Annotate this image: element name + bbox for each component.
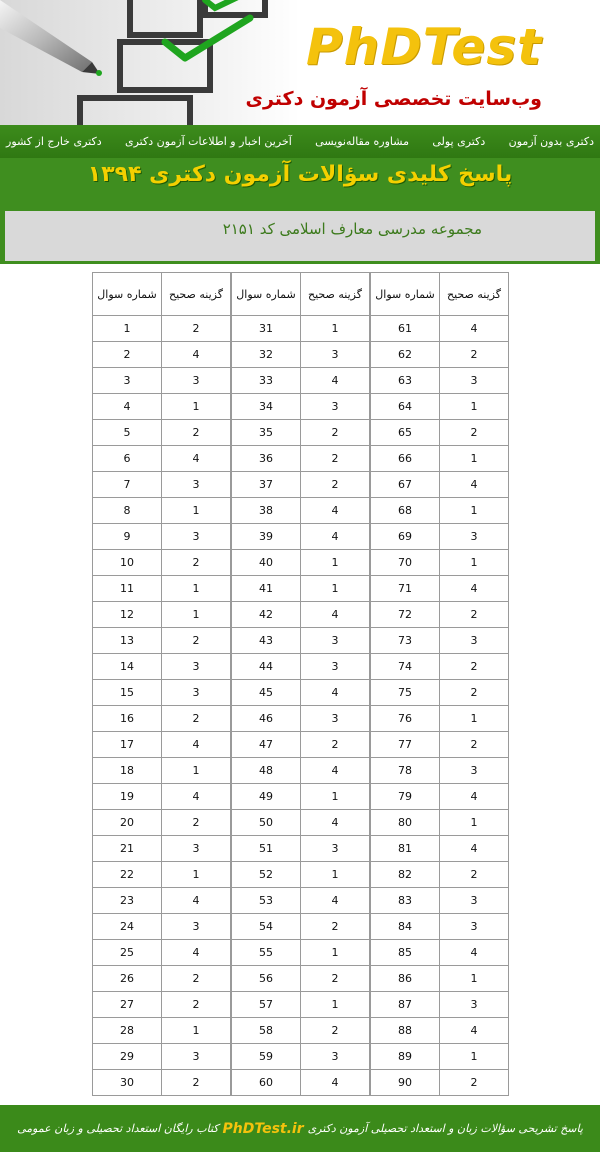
page-subtitle: مجموعه مدرسی معارف اسلامی کد ۲۱۵۱: [222, 220, 482, 238]
question-number-cell: 72: [371, 602, 440, 628]
site-logo[interactable]: PhDTest: [306, 18, 542, 76]
question-number-cell: 42: [232, 602, 301, 628]
question-number-cell: 29: [93, 1044, 162, 1070]
answer-table: [231, 272, 370, 1096]
question-number-cell: 7: [93, 472, 162, 498]
correct-option-cell: 3: [301, 628, 370, 654]
table-row: [371, 498, 509, 524]
correct-option-cell: 3: [440, 888, 509, 914]
table-row: [93, 368, 231, 394]
page-title: پاسخ کلیدی سؤالات آزمون دکتری ۱۳۹۴: [87, 162, 513, 187]
question-number-cell: 67: [371, 472, 440, 498]
table-row: [232, 654, 370, 680]
answer-table: [370, 272, 509, 1096]
column-header-answer: گزینه صحیح: [440, 273, 509, 316]
correct-option-cell: 1: [301, 550, 370, 576]
question-number-cell: 65: [371, 420, 440, 446]
table-row: [232, 810, 370, 836]
correct-option-cell: 2: [162, 706, 231, 732]
table-row: [371, 628, 509, 654]
question-number-cell: 53: [232, 888, 301, 914]
table-row: [232, 888, 370, 914]
question-number-cell: 8: [93, 498, 162, 524]
correct-option-cell: 1: [162, 394, 231, 420]
question-number-cell: 27: [93, 992, 162, 1018]
question-number-cell: 25: [93, 940, 162, 966]
table-row: [232, 342, 370, 368]
question-number-cell: 15: [93, 680, 162, 706]
question-number-cell: 39: [232, 524, 301, 550]
question-number-cell: 63: [371, 368, 440, 394]
question-number-cell: 26: [93, 966, 162, 992]
correct-option-cell: 4: [301, 602, 370, 628]
question-number-cell: 89: [371, 1044, 440, 1070]
correct-option-cell: 3: [440, 758, 509, 784]
table-row: [232, 1044, 370, 1070]
correct-option-cell: 1: [440, 550, 509, 576]
question-number-cell: 10: [93, 550, 162, 576]
question-number-cell: 76: [371, 706, 440, 732]
correct-option-cell: 3: [162, 836, 231, 862]
question-number-cell: 13: [93, 628, 162, 654]
table-row: [93, 1044, 231, 1070]
question-number-cell: 36: [232, 446, 301, 472]
footer-brand[interactable]: PhDTest.ir: [222, 1120, 304, 1137]
correct-option-cell: 3: [301, 836, 370, 862]
table-row: [232, 836, 370, 862]
table-row: [93, 550, 231, 576]
table-row: [93, 810, 231, 836]
table-row: [232, 368, 370, 394]
table-row: [232, 914, 370, 940]
table-row: [93, 914, 231, 940]
question-number-cell: 31: [232, 316, 301, 342]
correct-option-cell: 1: [440, 394, 509, 420]
correct-option-cell: 4: [301, 888, 370, 914]
correct-option-cell: 1: [162, 576, 231, 602]
nav-item-latest-news[interactable]: آخرین اخبار و اطلاعات آزمون دکتری: [125, 135, 292, 148]
table-row: [232, 992, 370, 1018]
question-number-cell: 37: [232, 472, 301, 498]
correct-option-cell: 3: [162, 472, 231, 498]
column-header-question: شماره سوال: [93, 273, 162, 316]
table-row: [93, 498, 231, 524]
footer-text-after: کتاب رایگان استعداد تحصیلی و زبان عمومی: [17, 1122, 219, 1135]
table-row: [93, 524, 231, 550]
question-number-cell: 69: [371, 524, 440, 550]
correct-option-cell: 1: [440, 966, 509, 992]
correct-option-cell: 3: [162, 524, 231, 550]
correct-option-cell: 1: [162, 758, 231, 784]
question-number-cell: 51: [232, 836, 301, 862]
table-row: [93, 888, 231, 914]
correct-option-cell: 2: [440, 680, 509, 706]
correct-option-cell: 1: [301, 862, 370, 888]
table-row: [371, 966, 509, 992]
table-row: [93, 836, 231, 862]
correct-option-cell: 1: [162, 602, 231, 628]
correct-option-cell: 1: [162, 862, 231, 888]
correct-option-cell: 3: [301, 654, 370, 680]
question-number-cell: 60: [232, 1070, 301, 1096]
question-number-cell: 85: [371, 940, 440, 966]
question-number-cell: 78: [371, 758, 440, 784]
nav-item-phd-abroad[interactable]: دکتری خارج از کشور: [6, 135, 102, 148]
correct-option-cell: 4: [301, 368, 370, 394]
question-number-cell: 73: [371, 628, 440, 654]
table-row: [371, 524, 509, 550]
question-number-cell: 33: [232, 368, 301, 394]
correct-option-cell: 1: [440, 810, 509, 836]
question-number-cell: 58: [232, 1018, 301, 1044]
correct-option-cell: 3: [301, 394, 370, 420]
table-row: [232, 1018, 370, 1044]
question-number-cell: 2: [93, 342, 162, 368]
question-number-cell: 34: [232, 394, 301, 420]
table-row: [371, 446, 509, 472]
table-row: [371, 342, 509, 368]
question-number-cell: 4: [93, 394, 162, 420]
question-number-cell: 12: [93, 602, 162, 628]
table-row: [232, 1070, 370, 1096]
question-number-cell: 44: [232, 654, 301, 680]
question-number-cell: 77: [371, 732, 440, 758]
question-number-cell: 86: [371, 966, 440, 992]
question-number-cell: 61: [371, 316, 440, 342]
question-number-cell: 54: [232, 914, 301, 940]
table-row: [93, 706, 231, 732]
question-number-cell: 59: [232, 1044, 301, 1070]
question-number-cell: 84: [371, 914, 440, 940]
question-number-cell: 70: [371, 550, 440, 576]
correct-option-cell: 4: [440, 316, 509, 342]
correct-option-cell: 2: [162, 316, 231, 342]
correct-option-cell: 1: [301, 316, 370, 342]
correct-option-cell: 1: [440, 1044, 509, 1070]
correct-option-cell: 2: [162, 966, 231, 992]
table-row: [371, 1044, 509, 1070]
question-number-cell: 21: [93, 836, 162, 862]
correct-option-cell: 2: [162, 1070, 231, 1096]
table-row: [371, 394, 509, 420]
table-row: [93, 758, 231, 784]
table-row: [232, 550, 370, 576]
correct-option-cell: 4: [301, 758, 370, 784]
question-number-cell: 71: [371, 576, 440, 602]
correct-option-cell: 2: [301, 1018, 370, 1044]
question-number-cell: 62: [371, 342, 440, 368]
table-row: [232, 316, 370, 342]
correct-option-cell: 2: [440, 654, 509, 680]
table-row: [371, 1070, 509, 1096]
correct-option-cell: 4: [162, 784, 231, 810]
question-number-cell: 47: [232, 732, 301, 758]
question-number-cell: 14: [93, 654, 162, 680]
question-number-cell: 9: [93, 524, 162, 550]
question-number-cell: 38: [232, 498, 301, 524]
question-number-cell: 50: [232, 810, 301, 836]
table-row: [371, 862, 509, 888]
question-number-cell: 16: [93, 706, 162, 732]
table-row: [93, 992, 231, 1018]
table-row: [93, 940, 231, 966]
table-row: [371, 654, 509, 680]
correct-option-cell: 3: [162, 1044, 231, 1070]
question-number-cell: 17: [93, 732, 162, 758]
correct-option-cell: 4: [440, 940, 509, 966]
table-row: [371, 914, 509, 940]
correct-option-cell: 1: [301, 940, 370, 966]
table-row: [371, 472, 509, 498]
correct-option-cell: 4: [162, 342, 231, 368]
correct-option-cell: 4: [301, 810, 370, 836]
correct-option-cell: 2: [162, 810, 231, 836]
correct-option-cell: 2: [162, 420, 231, 446]
correct-option-cell: 2: [440, 420, 509, 446]
table-row: [93, 602, 231, 628]
table-row: [232, 940, 370, 966]
table-row: [371, 1018, 509, 1044]
table-row: [232, 446, 370, 472]
table-row: [371, 810, 509, 836]
correct-option-cell: 4: [301, 498, 370, 524]
table-row: [371, 758, 509, 784]
table-row: [93, 628, 231, 654]
correct-option-cell: 2: [301, 420, 370, 446]
table-row: [371, 940, 509, 966]
table-header-row: [93, 273, 231, 316]
question-number-cell: 87: [371, 992, 440, 1018]
question-number-cell: 23: [93, 888, 162, 914]
question-number-cell: 11: [93, 576, 162, 602]
footer-banner[interactable]: [0, 1105, 600, 1152]
table-row: [232, 420, 370, 446]
correct-option-cell: 3: [162, 654, 231, 680]
table-row: [93, 732, 231, 758]
site-tagline: وب‌سایت تخصصی آزمون دکتری: [245, 88, 542, 110]
correct-option-cell: 3: [162, 914, 231, 940]
correct-option-cell: 4: [162, 732, 231, 758]
correct-option-cell: 2: [440, 862, 509, 888]
question-number-cell: 81: [371, 836, 440, 862]
question-number-cell: 79: [371, 784, 440, 810]
question-number-cell: 88: [371, 1018, 440, 1044]
column-header-question: شماره سوال: [371, 273, 440, 316]
question-number-cell: 43: [232, 628, 301, 654]
table-row: [93, 420, 231, 446]
question-number-cell: 56: [232, 966, 301, 992]
question-number-cell: 82: [371, 862, 440, 888]
table-row: [371, 706, 509, 732]
table-header-row: [371, 273, 509, 316]
table-row: [371, 680, 509, 706]
table-row: [371, 576, 509, 602]
nav-item-phd-without-exam[interactable]: دکتری بدون آزمون: [508, 135, 594, 148]
table-row: [93, 316, 231, 342]
question-number-cell: 52: [232, 862, 301, 888]
table-row: [232, 862, 370, 888]
correct-option-cell: 4: [440, 784, 509, 810]
correct-option-cell: 3: [440, 992, 509, 1018]
nav-item-article-consulting[interactable]: مشاوره مقاله‌نویسی: [315, 135, 409, 148]
table-row: [232, 576, 370, 602]
correct-option-cell: 4: [162, 446, 231, 472]
correct-option-cell: 3: [162, 368, 231, 394]
correct-option-cell: 2: [440, 342, 509, 368]
answer-table: [92, 272, 231, 1096]
table-row: [232, 966, 370, 992]
correct-option-cell: 2: [301, 732, 370, 758]
correct-option-cell: 1: [440, 706, 509, 732]
table-row: [232, 706, 370, 732]
correct-option-cell: 2: [440, 602, 509, 628]
table-row: [93, 654, 231, 680]
table-row: [232, 680, 370, 706]
question-number-cell: 6: [93, 446, 162, 472]
question-number-cell: 90: [371, 1070, 440, 1096]
question-number-cell: 5: [93, 420, 162, 446]
correct-option-cell: 1: [301, 576, 370, 602]
question-number-cell: 48: [232, 758, 301, 784]
table-row: [371, 836, 509, 862]
correct-option-cell: 3: [440, 914, 509, 940]
question-number-cell: 75: [371, 680, 440, 706]
correct-option-cell: 4: [440, 472, 509, 498]
question-number-cell: 64: [371, 394, 440, 420]
correct-option-cell: 2: [162, 550, 231, 576]
question-number-cell: 55: [232, 940, 301, 966]
question-number-cell: 46: [232, 706, 301, 732]
question-number-cell: 57: [232, 992, 301, 1018]
table-row: [93, 784, 231, 810]
table-header-row: [232, 273, 370, 316]
question-number-cell: 1: [93, 316, 162, 342]
correct-option-cell: 1: [162, 498, 231, 524]
table-row: [232, 628, 370, 654]
question-number-cell: 22: [93, 862, 162, 888]
column-header-question: شماره سوال: [232, 273, 301, 316]
correct-option-cell: 2: [440, 1070, 509, 1096]
column-header-answer: گزینه صحیح: [301, 273, 370, 316]
table-row: [232, 524, 370, 550]
correct-option-cell: 4: [162, 888, 231, 914]
table-row: [93, 862, 231, 888]
table-row: [371, 888, 509, 914]
correct-option-cell: 2: [301, 472, 370, 498]
table-row: [371, 368, 509, 394]
question-number-cell: 35: [232, 420, 301, 446]
question-number-cell: 28: [93, 1018, 162, 1044]
correct-option-cell: 3: [440, 524, 509, 550]
correct-option-cell: 3: [162, 680, 231, 706]
correct-option-cell: 2: [301, 966, 370, 992]
question-number-cell: 40: [232, 550, 301, 576]
question-number-cell: 66: [371, 446, 440, 472]
correct-option-cell: 1: [440, 446, 509, 472]
question-number-cell: 83: [371, 888, 440, 914]
question-number-cell: 80: [371, 810, 440, 836]
question-number-cell: 74: [371, 654, 440, 680]
table-row: [371, 732, 509, 758]
correct-option-cell: 4: [440, 836, 509, 862]
question-number-cell: 19: [93, 784, 162, 810]
question-number-cell: 20: [93, 810, 162, 836]
correct-option-cell: 3: [301, 706, 370, 732]
table-row: [93, 680, 231, 706]
question-number-cell: 68: [371, 498, 440, 524]
table-row: [232, 732, 370, 758]
question-number-cell: 18: [93, 758, 162, 784]
correct-option-cell: 2: [301, 914, 370, 940]
table-row: [93, 446, 231, 472]
table-row: [371, 316, 509, 342]
main-nav: [0, 125, 600, 158]
question-number-cell: 24: [93, 914, 162, 940]
nav-item-paid-phd[interactable]: دکتری پولی: [432, 135, 486, 148]
table-row: [371, 784, 509, 810]
table-row: [371, 992, 509, 1018]
correct-option-cell: 3: [301, 342, 370, 368]
table-row: [93, 472, 231, 498]
correct-option-cell: 4: [162, 940, 231, 966]
correct-option-cell: 3: [440, 368, 509, 394]
question-number-cell: 32: [232, 342, 301, 368]
correct-option-cell: 4: [301, 1070, 370, 1096]
question-number-cell: 41: [232, 576, 301, 602]
column-header-answer: گزینه صحیح: [162, 273, 231, 316]
correct-option-cell: 3: [301, 1044, 370, 1070]
correct-option-cell: 2: [301, 446, 370, 472]
table-row: [93, 576, 231, 602]
table-row: [93, 1018, 231, 1044]
table-row: [93, 966, 231, 992]
table-row: [232, 758, 370, 784]
table-row: [93, 342, 231, 368]
table-row: [93, 394, 231, 420]
table-row: [371, 602, 509, 628]
table-row: [232, 602, 370, 628]
correct-option-cell: 1: [301, 992, 370, 1018]
correct-option-cell: 4: [440, 1018, 509, 1044]
correct-option-cell: 2: [162, 992, 231, 1018]
correct-option-cell: 1: [440, 498, 509, 524]
table-row: [232, 784, 370, 810]
footer-text-before: پاسخ تشریحی سؤالات زبان و استعداد تحصیلی آزمون دکتری: [307, 1122, 583, 1135]
correct-option-cell: 4: [301, 524, 370, 550]
table-row: [93, 1070, 231, 1096]
question-number-cell: 30: [93, 1070, 162, 1096]
correct-option-cell: 1: [301, 784, 370, 810]
table-row: [232, 394, 370, 420]
question-number-cell: 49: [232, 784, 301, 810]
table-row: [371, 550, 509, 576]
correct-option-cell: 2: [162, 628, 231, 654]
table-row: [232, 472, 370, 498]
correct-option-cell: 2: [440, 732, 509, 758]
correct-option-cell: 4: [301, 680, 370, 706]
correct-option-cell: 4: [440, 576, 509, 602]
table-row: [232, 498, 370, 524]
table-row: [371, 420, 509, 446]
question-number-cell: 45: [232, 680, 301, 706]
site-header: [0, 0, 600, 125]
question-number-cell: 3: [93, 368, 162, 394]
correct-option-cell: 1: [162, 1018, 231, 1044]
correct-option-cell: 3: [440, 628, 509, 654]
